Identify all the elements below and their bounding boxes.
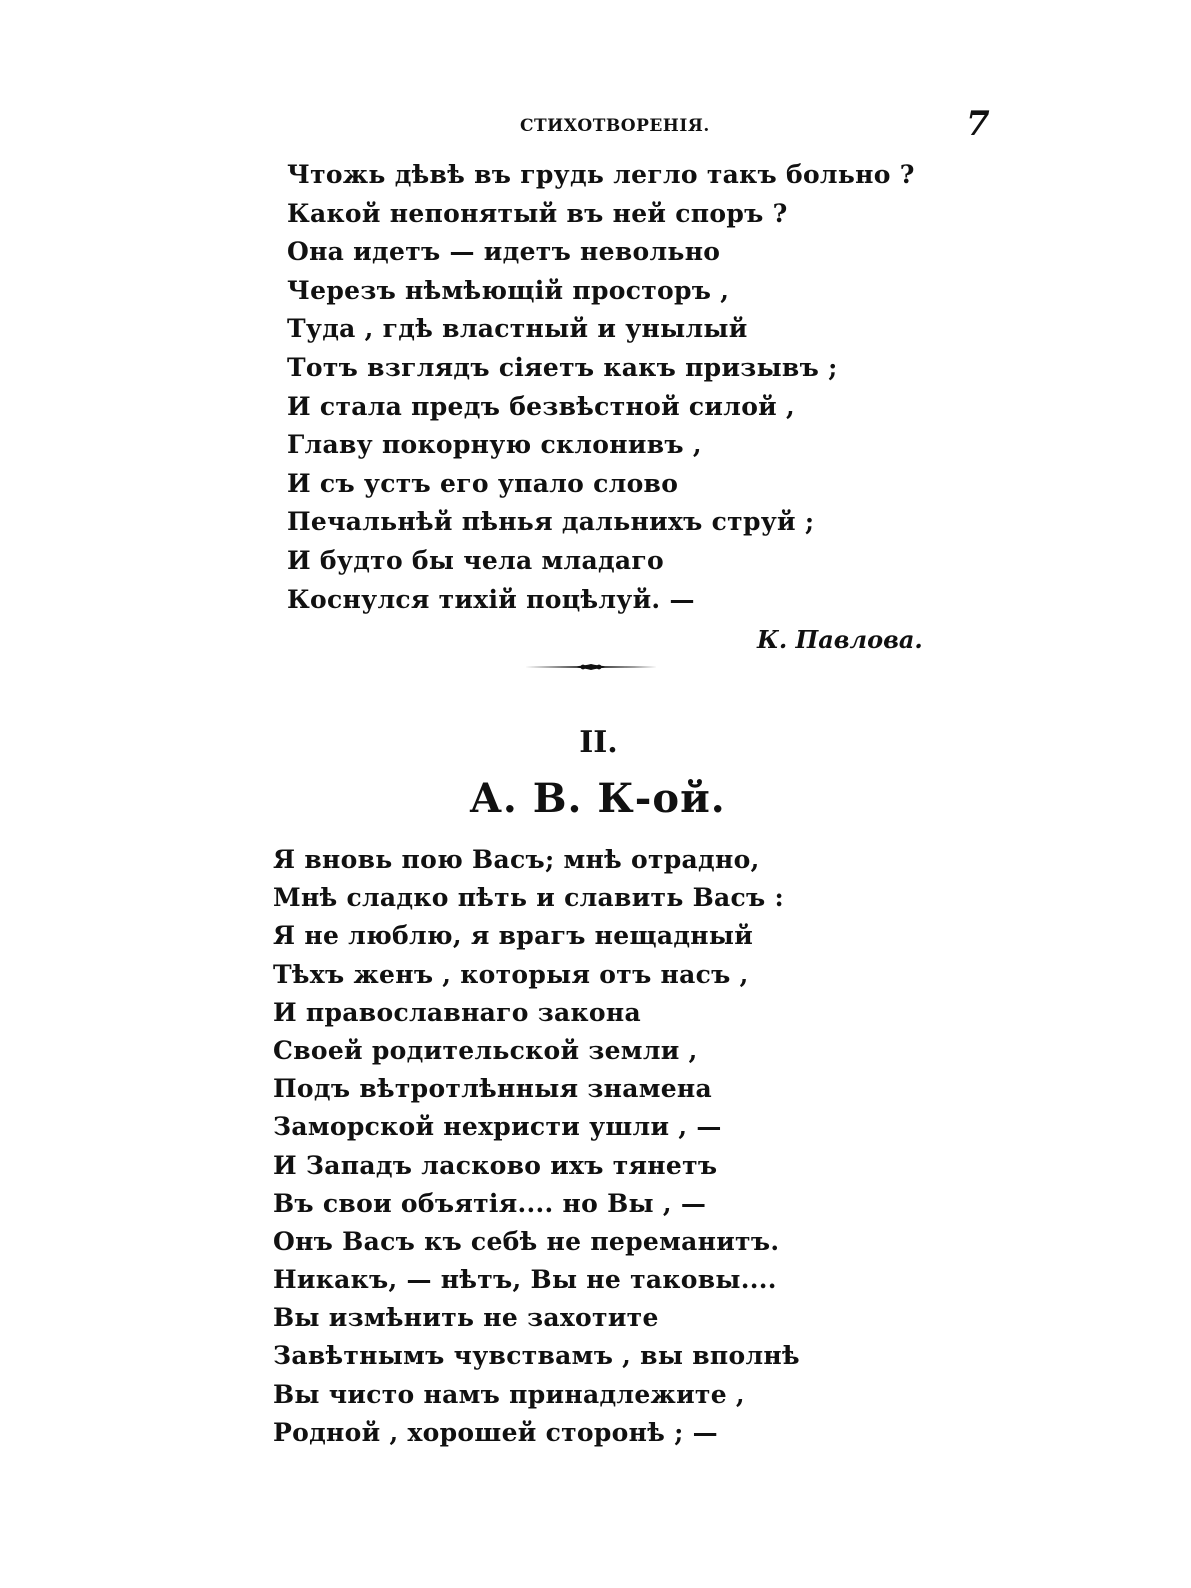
- poem-line: И съ устъ его упало слово: [287, 468, 679, 498]
- poem-line: Никакъ, — нѣтъ, Вы не таковы....: [273, 1265, 777, 1295]
- poem-line: Коснулся тихій поцѣлуй. —: [287, 584, 695, 614]
- poem-line: Вы измѣнить не захотите: [273, 1303, 659, 1333]
- poem-line: Въ свои объятія.... но Вы , —: [273, 1188, 707, 1218]
- poem-line: Чтожь дѣвѣ въ грудь легло такъ больно ?: [287, 160, 915, 189]
- poem-line: Она идетъ — идетъ невольно: [287, 237, 721, 267]
- poem-line: Мнѣ сладко пѣть и славить Васъ :: [273, 883, 785, 913]
- poem-line: Родной , хорошей сторонѣ ; —: [273, 1417, 718, 1447]
- poem-line: Туда , гдѣ властный и унылый: [287, 314, 748, 344]
- poem-line: Тѣхъ женъ , которыя отъ насъ ,: [273, 959, 749, 989]
- poem-line: Завѣтнымъ чувствамъ , вы вполнѣ: [273, 1341, 800, 1371]
- poem-line: Я не люблю, я врагъ нещадный: [273, 921, 754, 951]
- poem-line: Я вновь пою Васъ; мнѣ отрадно,: [273, 845, 760, 874]
- poem-line: Своей родительской земли ,: [273, 1035, 698, 1065]
- poem-line: И Западъ ласково ихъ тянетъ: [273, 1150, 718, 1180]
- poem-line: Печальнѣй пѣнья дальнихъ струй ;: [287, 507, 815, 537]
- author-signature: К. Павлова.: [757, 625, 923, 654]
- poem-line: Заморской нехристи ушли , —: [273, 1112, 722, 1142]
- running-title: СТИХОТВОРЕНІЯ.: [520, 116, 710, 136]
- poem-2-stanza: [273, 841, 800, 1452]
- poem-line: И стала предъ безвѣстной силой ,: [287, 391, 796, 421]
- dedication-title: А. В. К-ой.: [469, 775, 726, 822]
- poem-line: Тотъ взглядъ сіяетъ какъ призывъ ;: [287, 352, 838, 382]
- section-numeral: II.: [579, 725, 618, 760]
- running-head: [0, 104, 1191, 144]
- poem-line: Вы чисто намъ принадлежите ,: [273, 1379, 745, 1409]
- poem-line: И будто бы чела младаго: [287, 545, 665, 575]
- poem-line: Главу покорную склонивъ ,: [287, 430, 702, 460]
- page-number: 7: [966, 104, 990, 144]
- poem-line: Какой непонятый въ ней споръ ?: [287, 198, 788, 228]
- ornament-divider: [525, 661, 657, 673]
- poem-line: Черезъ нѣмѣющій просторъ ,: [287, 275, 730, 305]
- poem-line: Онъ Васъ къ себѣ не переманитъ.: [273, 1226, 780, 1256]
- poem-line: И православнаго закона: [273, 997, 641, 1027]
- poem-line: Подъ вѣтротлѣнныя знамена: [273, 1074, 713, 1104]
- poem-1-stanza: [287, 156, 915, 619]
